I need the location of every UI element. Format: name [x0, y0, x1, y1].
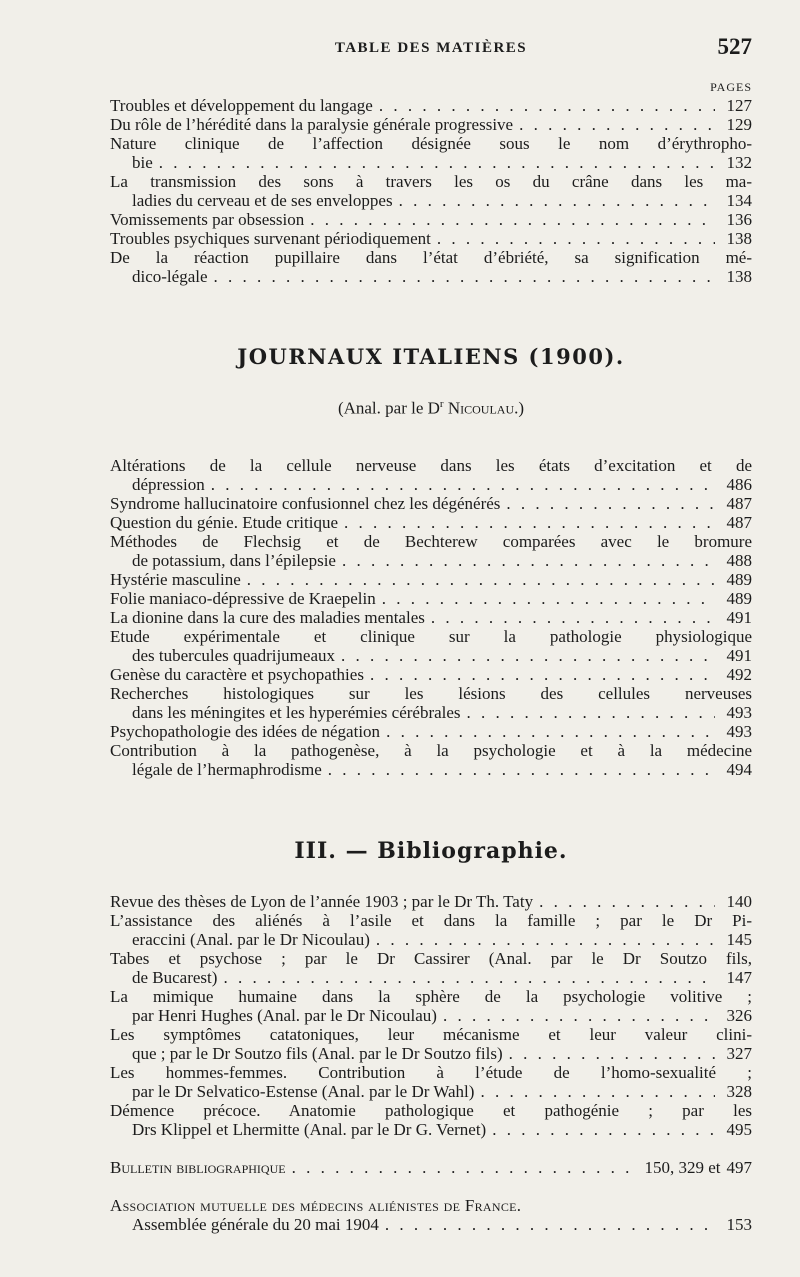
leader-dots	[370, 665, 715, 684]
toc-entry	[110, 96, 752, 115]
toc-page-number: 487	[726, 513, 752, 532]
toc-entry-text: légale de l’hermaphrodisme	[132, 760, 322, 779]
toc-entry-text: Vomissements par obsession	[110, 210, 305, 229]
toc-page-number: 327	[726, 1044, 752, 1063]
toc-entry-text: de potassium, dans l’épilepsie	[132, 551, 336, 570]
toc-page-number: 487	[726, 494, 752, 513]
toc-page-number: 495	[726, 1120, 752, 1139]
toc-entry	[110, 134, 752, 172]
subtitle-sup: r	[439, 398, 444, 410]
subtitle-name: Nicoulau	[447, 398, 515, 418]
leader-dots	[310, 210, 714, 229]
toc-page-number: 486	[726, 475, 752, 494]
leader-dots	[443, 1006, 715, 1025]
association-subtitle: Assemblée générale du 20 mai 1904	[132, 1215, 379, 1234]
toc-entry-text: eraccini (Anal. par le Dr Nicoulau)	[132, 930, 370, 949]
toc-entry	[110, 1025, 752, 1063]
association-page: 153	[726, 1215, 752, 1234]
toc-entry-text: bie	[132, 153, 153, 172]
leader-dots	[379, 96, 715, 115]
toc-entry-text: Folie maniaco-dépressive de Kraepelin	[110, 589, 376, 608]
toc-entry	[110, 513, 752, 532]
toc-page-number: 493	[726, 703, 752, 722]
toc-entry-text: La dionine dans la cure des maladies mentales	[110, 608, 425, 627]
toc-entry-text: par le Dr Selvatico-Estense (Anal. par le Dr Wahl)	[132, 1082, 475, 1101]
toc-entry	[110, 494, 752, 513]
toc-page-number: 129	[726, 115, 752, 134]
toc-page-number: 494	[726, 760, 752, 779]
toc-entry-text: Tabes et psychose ; par le Dr Cassirer (Anal. par le Dr Soutzo fils,	[110, 949, 752, 968]
association-entry	[110, 1196, 752, 1234]
leader-dots	[344, 513, 714, 532]
toc-entry-text: Genèse du caractère et psychopathies	[110, 665, 364, 684]
toc-entry	[110, 589, 752, 608]
leader-dots	[341, 646, 715, 665]
toc-entry-text: Syndrome hallucinatoire confusionnel chez les dégénérés	[110, 494, 501, 513]
toc-entry	[110, 627, 752, 665]
toc-entry-text: Démence précoce. Anatomie pathologique et pathogénie ; par les	[110, 1101, 752, 1120]
leader-dots	[492, 1120, 714, 1139]
toc-page-number: 132	[726, 153, 752, 172]
toc-entry-text: par Henri Hughes (Anal. par le Dr Nicoulau)	[132, 1006, 437, 1025]
toc-page-number: 328	[726, 1082, 752, 1101]
subtitle-prefix: (Anal. par le D	[337, 398, 440, 418]
toc-page-number: 488	[726, 551, 752, 570]
bulletin-page: 497	[726, 1158, 752, 1177]
toc-entry-text: Les symptômes catatoniques, leur mécanisme et leur valeur clini-	[110, 1025, 752, 1044]
toc-entry-text: Etude expérimentale et clinique sur la pathologie physiologique	[110, 627, 752, 646]
leader-dots	[159, 153, 715, 172]
leader-dots	[506, 494, 714, 513]
association-title: Association mutuelle des médecins aliénistes de France.	[110, 1196, 522, 1215]
toc-entry	[110, 741, 752, 779]
toc-entry	[110, 987, 752, 1025]
toc-entry-text: Du rôle de l’hérédité dans la paralysie générale progressive	[110, 115, 514, 134]
section-heading-italiens	[110, 344, 752, 374]
toc-entry	[110, 172, 752, 210]
toc-entry-text: La mimique humaine dans la sphère de la psychologie volitive ;	[110, 987, 752, 1006]
leader-dots	[382, 589, 715, 608]
toc-entry	[110, 115, 752, 134]
section-heading-bibliographie	[110, 838, 752, 868]
running-head	[110, 34, 752, 66]
toc-entry-text: des tubercules quadrijumeaux	[132, 646, 335, 665]
bulletin-pages: 150, 329 et	[644, 1158, 721, 1177]
toc-entry	[110, 570, 752, 589]
toc-entry	[110, 532, 752, 570]
section-title: III. — Bibliographie.	[294, 838, 568, 864]
toc-entry-text: L’assistance des aliénés à l’asile et dans la famille ; par le Dr Pi-	[110, 911, 752, 930]
toc-page-number: 147	[726, 968, 752, 987]
toc-entry	[110, 892, 752, 911]
bulletin-label: Bulletin bibliographique	[110, 1158, 286, 1177]
leader-dots	[519, 115, 714, 134]
toc-page-number: 489	[726, 589, 752, 608]
leader-dots	[386, 722, 714, 741]
leader-dots	[342, 551, 715, 570]
toc-entry-text: ladies du cerveau et de ses enveloppes	[132, 191, 393, 210]
leader-dots	[211, 475, 715, 494]
toc-entry	[110, 210, 752, 229]
toc-entry-text: Question du génie. Etude critique	[110, 513, 339, 532]
toc-entry-text: Contribution à la pathogenèse, à la psychologie et à la médecine	[110, 741, 752, 760]
leader-dots	[480, 1082, 714, 1101]
leader-dots	[214, 267, 715, 286]
leader-dots	[467, 703, 715, 722]
toc-entry-text: Troubles psychiques survenant périodiquement	[110, 229, 431, 248]
toc-page-number: 493	[726, 722, 752, 741]
toc-page-number: 140	[726, 892, 752, 911]
toc-group-2	[110, 456, 752, 779]
toc-entry	[110, 608, 752, 627]
toc-entry	[110, 456, 752, 494]
toc-entry	[110, 248, 752, 286]
section-subtitle	[110, 398, 752, 420]
toc-entry-text: Psychopathologie des idées de négation	[110, 722, 381, 741]
toc-entry-text: dépression	[132, 475, 205, 494]
toc-entry-text: Méthodes de Flechsig et de Bechterew comparées avec le bromure	[110, 532, 752, 551]
toc-entry-text: Nature clinique de l’affection désignée sous le nom d’érythropho-	[110, 134, 752, 153]
toc-page-number: 134	[726, 191, 752, 210]
toc-page-number: 138	[726, 267, 752, 286]
running-title: TABLE DES MATIÈRES	[334, 40, 528, 56]
toc-page-number: 491	[726, 608, 752, 627]
toc-entry-text: de Bucarest)	[132, 968, 218, 987]
toc-entry	[110, 1063, 752, 1101]
subtitle-suffix: .)	[514, 398, 525, 418]
toc-entry-text: Hystérie masculine	[110, 570, 241, 589]
toc-entry	[110, 722, 752, 741]
leader-dots	[376, 930, 715, 949]
toc-page-number: 326	[726, 1006, 752, 1025]
leader-dots	[399, 191, 715, 210]
leader-dots	[328, 760, 715, 779]
toc-entry	[110, 911, 752, 949]
bulletin-entry	[110, 1158, 752, 1177]
leader-dots	[437, 229, 715, 248]
toc-entry	[110, 1101, 752, 1139]
page-number: 527	[717, 34, 752, 59]
toc-page-number: 127	[726, 96, 752, 115]
toc-entry-text: Revue des thèses de Lyon de l’année 1903 ; par le Dr Th. Taty	[110, 892, 534, 911]
leader-dots	[431, 608, 715, 627]
toc-entry-text: dico-légale	[132, 267, 208, 286]
toc-entry-text: La transmission des sons à travers les os du crâne dans les ma-	[110, 172, 752, 191]
toc-entry	[110, 949, 752, 987]
toc-entry-text: De la réaction pupillaire dans l’état d’ébriété, sa signification mé-	[110, 248, 752, 267]
toc-entry	[110, 684, 752, 722]
toc-entry-text: que ; par le Dr Soutzo fils (Anal. par le Dr Soutzo fils)	[132, 1044, 503, 1063]
toc-group-1	[110, 96, 752, 286]
leader-dots	[539, 892, 714, 911]
toc-page-number: 138	[726, 229, 752, 248]
toc-group-3	[110, 892, 752, 1139]
toc-entry	[110, 229, 752, 248]
leader-dots	[509, 1044, 715, 1063]
toc-entry-text: Drs Klippel et Lhermitte (Anal. par le Dr G. Vernet)	[132, 1120, 487, 1139]
toc-entry-text: dans les méningites et les hyperémies cérébrales	[132, 703, 461, 722]
leader-dots	[247, 570, 715, 589]
toc-entry-text: Troubles et développement du langage	[110, 96, 373, 115]
toc-page-number: 136	[726, 210, 752, 229]
toc-entry-text: Altérations de la cellule nerveuse dans les états d’excitation et de	[110, 456, 752, 475]
toc-entry	[110, 665, 752, 684]
toc-page-number: 145	[726, 930, 752, 949]
toc-entry-text: Les hommes-femmes. Contribution à l’étude de l’homo-sexualité ;	[110, 1063, 752, 1082]
toc-page-number: 491	[726, 646, 752, 665]
leader-dots	[223, 968, 714, 987]
section-title: JOURNAUX ITALIENS (1900).	[237, 344, 625, 369]
toc-page-number: 492	[726, 665, 752, 684]
toc-entry-text: Recherches histologiques sur les lésions des cellules nerveuses	[110, 684, 752, 703]
pages-column-label: PAGES	[710, 80, 752, 94]
toc-page-number: 489	[726, 570, 752, 589]
